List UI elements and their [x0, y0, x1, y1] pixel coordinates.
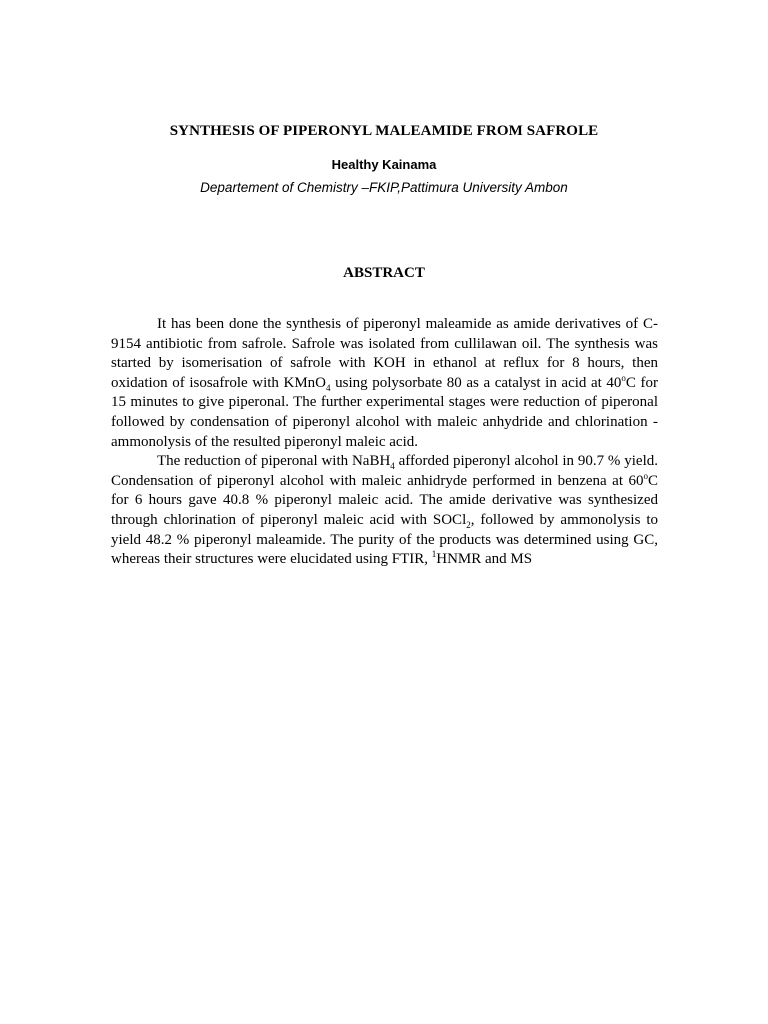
abstract-heading: ABSTRACT [343, 265, 425, 281]
paper-title: SYNTHESIS OF PIPERONYL MALEAMIDE FROM SAFROLE [169, 123, 599, 139]
abstract-paragraph-1 [111, 315, 658, 452]
paragraph-1-text-b: using polysorbate 80 as a catalyst in acid at 40 [330, 374, 622, 391]
paragraph-2-superscript-a: o [643, 470, 648, 481]
paragraph-1-text-a: It has been done the synthesis of piperonyl maleamide as amide derivatives of C-9154 antibiotic from safrole. Safrole was isolated from cullilawan oil. The synthesis was started by isomerisation of safrole with KOH in ethanol at reflux for 8 hours, then oxidation of isosafrole with KMnO [111, 316, 658, 391]
paragraph-2-subscript-b: 2 [466, 519, 471, 530]
paragraph-2-text-d: , followed by ammonolysis to yield 48.2 % piperonyl maleamide. The purity of the products was determined using GC, whereas their structures were elucidated using FTIR, [111, 511, 658, 568]
paragraph-1-superscript-a: o [621, 372, 626, 383]
author-affiliation: Departement of Chemistry –FKIP,Pattimura University Ambon [200, 180, 568, 195]
paragraph-2-text-e: HNMR and MS [436, 551, 533, 568]
paragraph-1-subscript-a: 4 [326, 382, 331, 393]
paragraph-1-text-c: C for 15 minutes to give piperonal. The further experimental stages were reduction of piperonal followed by condensation of piperonyl alcohol with maleic anhydride and chlorination - ammonolysis of the resulted piperonyl maleic acid. [111, 374, 659, 450]
abstract-body [111, 315, 658, 570]
paragraph-2-text-b: afforded piperonyl alcohol in 90.7 % yield. Condensation of piperonyl alcohol with maleic anhidryde performed in benzena at 60 [111, 453, 658, 489]
paragraph-2-text-a: The reduction of piperonal with NaBH [157, 453, 391, 470]
author-name: Healthy Kainama [331, 157, 437, 172]
paragraph-2-superscript-b: 1 [431, 549, 437, 560]
abstract-paragraph-2 [111, 452, 658, 570]
paragraph-2-text-c: C for 6 hours gave 40.8 % piperonyl maleic acid. The amide derivative was synthesized through chlorination of piperonyl maleic acid with SOCl [111, 472, 658, 528]
paragraph-2-subscript-a: 4 [390, 461, 395, 472]
